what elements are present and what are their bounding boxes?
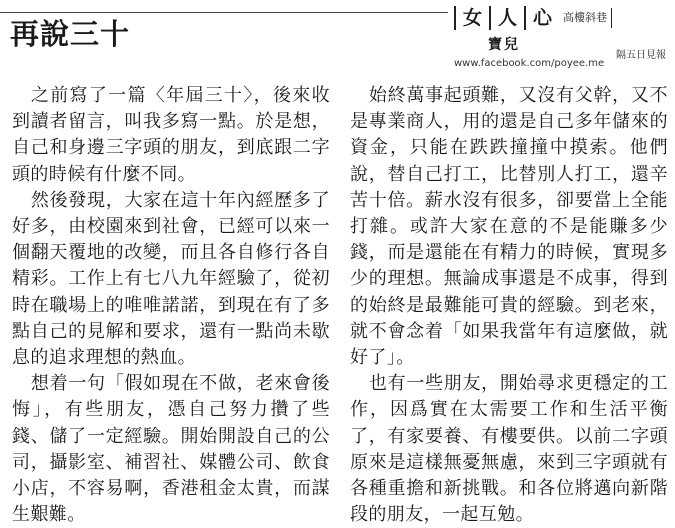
column-header xyxy=(454,6,672,76)
column-name xyxy=(454,6,612,30)
article-title: 再說三十 xyxy=(10,17,131,51)
author-name: 寶兒 xyxy=(488,37,520,53)
paragraph: 然後發現，大家在這十年內經歷多了好多，由校園來到社會，已經可以來一個翻天覆地的改變，而且各自修行各自精彩。工作上有七八九年經驗了，從初時在職場上的唯唯諾諾，到現在有了多點自己的見解和要求，還有一點尚未歇息的追求理想的熱血。 xyxy=(12,189,330,369)
column-name-char: 人 xyxy=(489,6,524,30)
column-name-char: 女 xyxy=(454,6,489,30)
column-subtitle: 高樓斜巷 xyxy=(559,8,612,28)
paragraph: 之前寫了一篇〈年屆三十〉，後來收到讀者留言，叫我多寫一點。於是想，自己和身邊三字頭的朋友，到底跟二字頭的時候有什麼不同。 xyxy=(12,85,330,185)
paragraph: 想着一句「假如現在不做，老來會後悔」，有些朋友，憑自己努力攢了些錢、儲了一定經驗。開始開設自己的公司，攝影室、補習社、媒體公司、飲食小店，不容易啊，香港租金太貴，而謀生艱難。 xyxy=(12,373,330,526)
title-rule xyxy=(0,12,448,13)
column-name-char: 心 xyxy=(524,6,559,30)
body-column-right xyxy=(350,83,668,528)
body-column-left xyxy=(12,83,330,528)
paragraph: 始終萬事起頭難，又沒有父幹，又不是專業商人，用的還是自己多年儲來的資金，只能在跌跌撞撞中摸索。他們說，替自己打工，比替別人打工，還辛苦十倍。薪水沒有很多，卻要當上全能打雜。或許大家在意的不是能賺多少錢，而是還能在有精力的時候，實現多少的理想。無論成事還是不成事，得到的始終是最難能可貴的經驗。到老來，就不會念着「如果我當年有這麼做，就好了」。 xyxy=(350,85,668,369)
facebook-url: www.facebook.com/poyee.me xyxy=(454,58,605,69)
publication-schedule: 隔五日見報 xyxy=(616,50,666,61)
paragraph: 也有一些朋友，開始尋求更穩定的工作，因爲實在太需要工作和生活平衡了，有家要養、有樓要供。以前二字頭原來是這樣無憂無慮，來到三字頭就有各種重擔和新挑戰。和各位將邁向新階段的朋友，一起互勉。 xyxy=(350,373,668,526)
